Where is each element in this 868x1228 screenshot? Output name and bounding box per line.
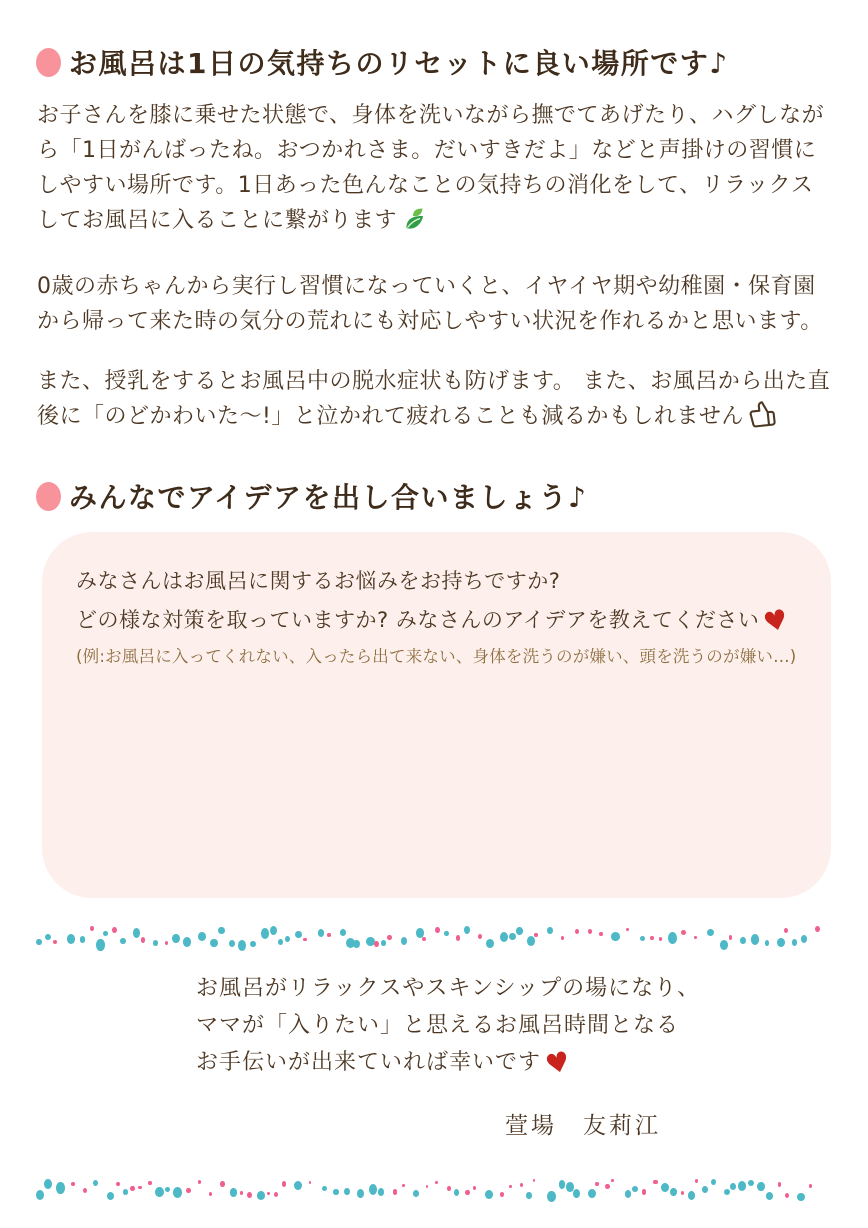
pink-bullet-icon: [36, 48, 61, 77]
divider-dot-pink: [90, 926, 95, 931]
divider-dot-pink: [327, 933, 331, 937]
section-heading-ideas-label: みんなでアイデアを出し合いましょう♪: [69, 481, 588, 514]
paragraph-habit: [37, 269, 834, 339]
divider-dot-pink: [815, 926, 820, 932]
divider-dot-teal: [107, 1192, 114, 1200]
divider-dot-pink: [130, 1186, 134, 1191]
divider-dot-pink: [509, 1185, 512, 1189]
divider-dot-teal: [381, 940, 386, 946]
divider-dot-teal: [777, 938, 785, 947]
author-name: 萱場 友莉江: [505, 1113, 661, 1139]
divider-dot-teal: [668, 932, 677, 944]
divider-dot-pink: [575, 929, 579, 934]
divider-dot-teal: [797, 1193, 805, 1202]
divider-dot-teal: [96, 939, 105, 951]
divider-dot-teal: [707, 929, 714, 936]
divider-dot-pink: [595, 1182, 599, 1186]
divider-dot-teal: [401, 937, 407, 945]
divider-dot-pink: [387, 935, 391, 940]
divider-dot-teal: [547, 1191, 556, 1202]
divider-dot-pink: [520, 1183, 523, 1187]
divider-dot-pink: [778, 1182, 782, 1187]
divider-dot-pink: [247, 1192, 252, 1198]
question-line-1: みなさんはお風呂に関するお悩みをお持ちですか?: [76, 569, 561, 593]
divider-dot-pink: [642, 1189, 647, 1195]
divider-dot-teal: [757, 1182, 765, 1192]
divider-dot-pink: [626, 928, 629, 931]
heart-icon: ♥: [760, 603, 793, 640]
divider-dot-teal: [238, 940, 246, 951]
divider-dot-pink: [435, 927, 440, 934]
divider-dot-teal: [165, 1187, 170, 1192]
divider-dot-teal: [173, 1187, 182, 1197]
divider-dot-pink: [374, 941, 379, 947]
question-line-2: [76, 601, 803, 640]
closing-line-1: お風呂がリラックスやスキンシップの場になり、: [196, 976, 701, 1001]
divider-dot-teal: [123, 1189, 129, 1195]
divider-dot-pink: [83, 1188, 87, 1193]
divider-dot-teal: [103, 931, 108, 937]
divider-dot-teal: [738, 1181, 746, 1191]
divider-dot-teal: [172, 934, 180, 944]
divider-dot-teal: [413, 1190, 419, 1197]
divider-dot-pink: [116, 1182, 120, 1186]
paragraph-habit-text: 0歳の赤ちゃんから実行し習慣になっていくと、イヤイヤ期や幼稚園・保育園から帰って来た時の気分の荒れにも対応しやすい状況を作れるかと思います。: [37, 274, 823, 334]
paragraph-bath-reset-text: お子さんを膝に乗せた状態で、身体を洗いながら撫でてあげたり、ハグしながら「1日がんばったね。おつかれさま。だいすきだよ」などと声掛けの習慣にしやすい場所です。1日あった色んなことの気持ちの消化をして、リラックスしてお風呂に入ることに繋がります: [37, 103, 825, 233]
divider-dot-teal: [357, 1189, 364, 1198]
divider-dot-pink: [611, 1179, 614, 1182]
divider-dot-pink: [473, 1186, 476, 1190]
divider-dot-teal: [333, 1189, 339, 1195]
divider-dot-teal: [36, 939, 42, 946]
divider-dot-teal: [688, 1191, 696, 1200]
divider-dot-pink: [681, 1191, 684, 1195]
divider-dot-pink: [533, 1179, 536, 1182]
paragraph-nursing: [37, 364, 834, 440]
divider-dot-teal: [36, 1190, 44, 1200]
divider-dot-teal: [661, 1183, 669, 1193]
divider-dot-teal: [322, 1186, 327, 1191]
divider-dot-teal: [344, 1188, 350, 1195]
divider-dot-pink: [681, 930, 686, 935]
divider-dot-pink: [186, 1188, 191, 1194]
divider-dot-teal: [486, 939, 494, 948]
divider-dot-pink: [465, 1190, 470, 1196]
section-heading-reset-label: お風呂は1日の気持ちのリセットに良い場所です♪: [69, 47, 729, 80]
divider-dot-teal: [80, 936, 86, 942]
divider-dot-teal: [526, 1192, 532, 1199]
section-heading-ideas: [36, 476, 832, 516]
example-note: (例:お風呂に入ってくれない、入ったら出て来ない、身体を洗うのが嫌い、頭を洗うのが嫌い…): [76, 647, 797, 666]
divider-dot-teal: [547, 927, 553, 934]
divider-dot-teal: [670, 1188, 677, 1197]
divider-dot-teal: [588, 1189, 596, 1199]
divider-dot-pink: [599, 932, 602, 936]
divider-dot-pink: [240, 1191, 243, 1195]
divider-dot-pink: [274, 1192, 278, 1197]
dotted-divider: [34, 924, 834, 950]
divider-dot-teal: [153, 940, 159, 946]
divider-dot-pink: [478, 934, 482, 939]
divider-dot-pink: [500, 1192, 505, 1197]
divider-dot-pink: [303, 938, 306, 942]
divider-dot-teal: [640, 936, 645, 941]
divider-dot-teal: [56, 1182, 65, 1193]
divider-dot-pink: [209, 1192, 212, 1196]
divider-dot-teal: [353, 940, 360, 948]
divider-dot-teal: [444, 931, 449, 937]
divider-dot-pink: [695, 1179, 698, 1183]
divider-dot-teal: [625, 1190, 631, 1198]
divider-dot-pink: [267, 1192, 270, 1195]
divider-dot-teal: [210, 939, 217, 947]
divider-dot-teal: [464, 926, 470, 934]
divider-dot-pink: [659, 937, 662, 941]
heart-icon: ♥: [542, 1045, 575, 1082]
divider-dot-teal: [765, 940, 770, 946]
divider-dot-teal: [261, 928, 269, 939]
divider-dot-pink: [71, 1182, 75, 1186]
divider-dot-teal: [318, 929, 325, 936]
divider-dot-pink: [694, 936, 697, 939]
divider-dot-pink: [784, 928, 788, 934]
idea-box: [42, 532, 831, 898]
divider-dot-pink: [653, 1180, 657, 1185]
divider-dot-pink: [198, 1180, 201, 1184]
closing-message: [196, 970, 868, 1081]
divider-dot-teal: [766, 1192, 773, 1200]
divider-dot-teal: [611, 932, 620, 941]
divider-dot-teal: [500, 932, 508, 942]
divider-dot-teal: [67, 934, 75, 944]
divider-dot-pink: [112, 927, 117, 933]
divider-dot-teal: [155, 1187, 163, 1197]
divider-dot-teal: [230, 1188, 238, 1197]
divider-dot-teal: [792, 939, 797, 945]
divider-dot-teal: [454, 1189, 460, 1197]
divider-dot-pink: [393, 1189, 398, 1195]
paragraph-bath-reset: [37, 98, 834, 244]
divider-dot-teal: [250, 941, 256, 947]
divider-dot-teal: [183, 937, 191, 947]
divider-dot-teal: [516, 927, 523, 935]
divider-dot-pink: [534, 933, 538, 938]
divider-dot-pink: [141, 937, 146, 943]
thumbs-up-icon: [748, 399, 776, 440]
divider-dot-pink: [729, 935, 733, 940]
divider-dot-teal: [218, 927, 225, 935]
divider-dot-teal: [748, 1180, 754, 1187]
divider-dot-pink: [447, 1186, 451, 1191]
divider-dot-teal: [711, 1179, 716, 1185]
divider-dot-pink: [220, 1181, 224, 1187]
divider-dot-pink: [148, 1181, 152, 1186]
divider-dot-pink: [809, 1184, 813, 1188]
divider-dot-teal: [257, 1191, 266, 1200]
divider-dot-teal: [416, 928, 424, 938]
divider-dot-teal: [45, 934, 51, 940]
divider-dot-pink: [561, 936, 564, 940]
divider-dot-teal: [44, 1179, 52, 1189]
divider-dot-pink: [53, 940, 57, 944]
divider-dot-pink: [650, 936, 654, 941]
closing-line-2: ママが「入りたい」と思えるお風呂時間となる: [196, 1013, 680, 1038]
divider-dot-teal: [801, 935, 807, 943]
divider-dot-pink: [456, 935, 460, 940]
divider-dot-teal: [509, 933, 516, 941]
divider-dot-teal: [724, 1189, 730, 1195]
divider-dot-teal: [559, 1180, 566, 1189]
leaf-icon: [401, 206, 428, 244]
divider-dot-teal: [740, 937, 746, 944]
closing-line-3: [196, 1044, 868, 1081]
divider-dot-teal: [120, 938, 126, 944]
divider-dot-teal: [285, 936, 290, 943]
divider-dot-teal: [702, 1186, 708, 1193]
divider-dot-teal: [278, 939, 283, 945]
divider-dot-pink: [422, 937, 426, 941]
divider-dot-pink: [309, 1181, 312, 1184]
divider-dot-pink: [785, 1193, 789, 1198]
divider-dot-teal: [730, 1183, 736, 1190]
divider-dot-pink: [165, 941, 168, 945]
divider-dot-pink: [138, 1186, 142, 1190]
divider-dot-pink: [402, 1184, 405, 1188]
divider-dot-teal: [527, 936, 535, 946]
divider-dot-pink: [605, 1184, 610, 1189]
divider-dot-teal: [270, 926, 277, 935]
paragraph-nursing-text: また、授乳をするとお風呂中の脱水症状も防げます。 また、お風呂から出た直後に「のどかわいた〜!」と泣かれて疲れることも減るかもしれません: [37, 369, 831, 429]
divider-dot-teal: [720, 940, 729, 950]
question-line-2-text: どの様な対策を取っていますか? みなさんのアイデアを教えてください: [76, 608, 760, 632]
section-heading-reset: [36, 42, 832, 82]
divider-dot-pink: [435, 1181, 438, 1184]
divider-dot-teal: [93, 1180, 98, 1186]
divider-dot-teal: [294, 1181, 302, 1190]
divider-dot-teal: [485, 1190, 493, 1199]
divider-dot-teal: [751, 934, 760, 945]
divider-dot-teal: [573, 1189, 580, 1198]
divider-dot-pink: [588, 929, 592, 934]
divider-dot-teal: [632, 1186, 638, 1192]
closing-line-3-text: お手伝いが出来ていれば幸いです: [196, 1050, 542, 1075]
dotted-divider: [34, 1176, 834, 1202]
divider-dot-teal: [198, 932, 206, 941]
divider-dot-teal: [369, 1184, 377, 1195]
divider-dot-teal: [133, 928, 141, 938]
divider-dot-teal: [340, 929, 346, 936]
divider-dot-teal: [378, 1188, 385, 1196]
divider-dot-teal: [295, 931, 302, 938]
divider-dot-teal: [229, 940, 236, 948]
divider-dot-pink: [282, 1181, 286, 1186]
divider-dot-pink: [426, 1185, 429, 1189]
pink-bullet-icon: [36, 482, 61, 511]
